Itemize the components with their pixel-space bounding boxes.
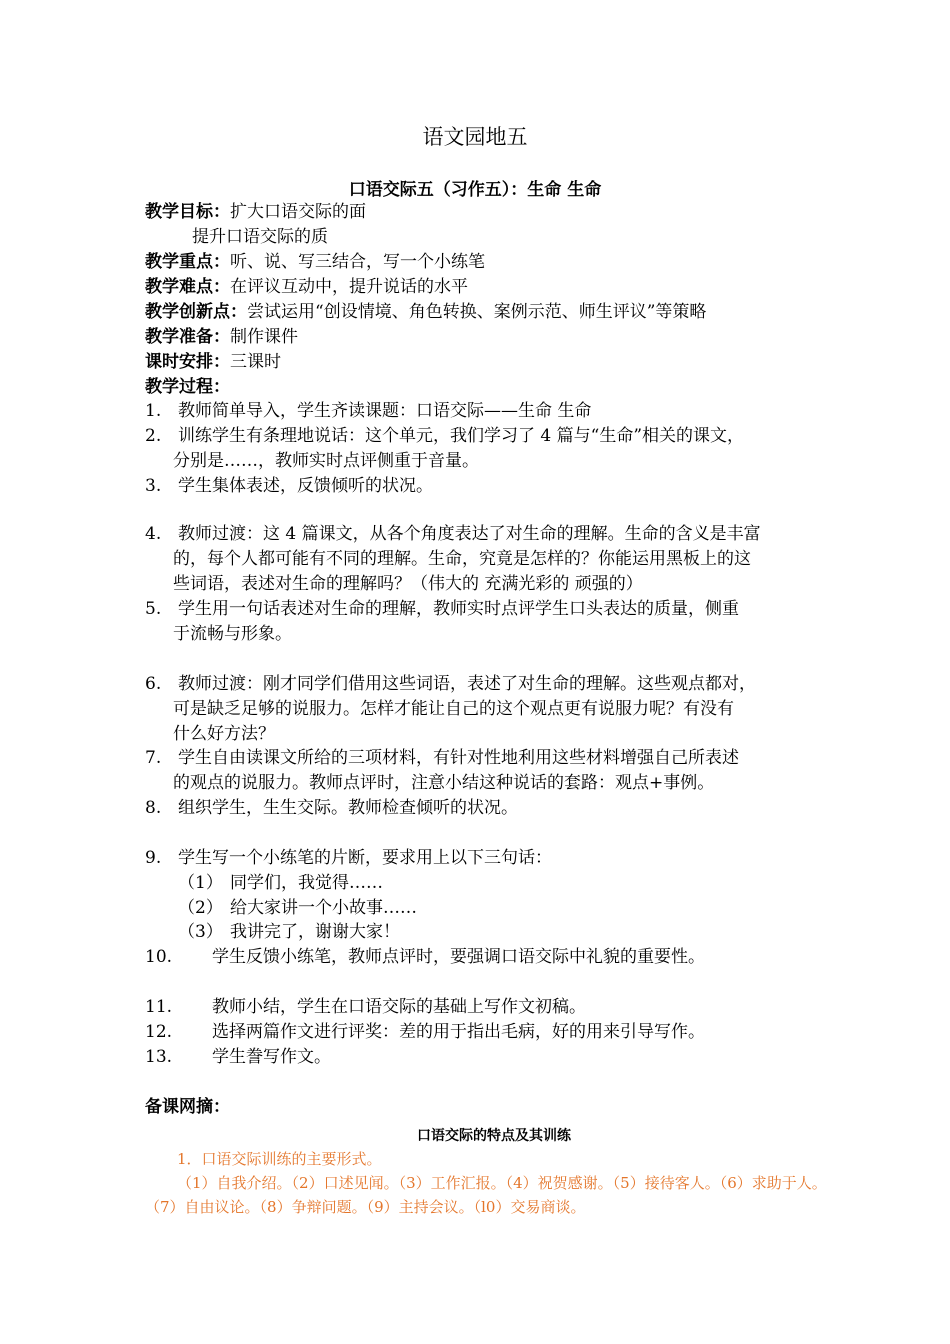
step-text: 教师小结，学生在口语交际的基础上写作文初稿。 <box>212 997 586 1017</box>
step-text: 选择两篇作文进行评奖：差的用于指出毛病，好的用来引导写作。 <box>212 1022 705 1042</box>
step-number: 6. <box>145 674 162 694</box>
ref-title: 口语交际的特点及其训练 <box>417 1128 571 1144</box>
meta-innovation: 教学创新点：尝试运用“创设情境、角色转换、案例示范、师生评议”等策略 <box>145 302 707 322</box>
step-text: 学生反馈小练笔，教师点评时，要强调口语交际中礼貌的重要性。 <box>212 947 705 967</box>
step-text: 学生用一句话表述对生命的理解，教师实时点评学生口头表达的质量，侧重 <box>178 599 739 619</box>
doc-title: 语文园地五 <box>422 125 528 149</box>
step-text: 些词语，表述对生命的理解吗？（伟大的 充满光彩的 顽强的） <box>173 574 643 594</box>
step-number: 3. <box>145 476 162 496</box>
meta-schedule: 课时安排：三课时 <box>145 352 281 372</box>
ref-line: （1）自我介绍。（2）口述见闻。（3）工作汇报。（4）祝贺感谢。（5）接待客人。（6）求助于人。 <box>177 1174 827 1192</box>
meta-process: 教学过程： <box>145 377 230 397</box>
substep-item: （3） 我讲完了，谢谢大家！ <box>178 922 400 942</box>
meta-preparation: 教学准备：制作课件 <box>145 327 298 347</box>
step-text: 分别是……，教师实时点评侧重于音量。 <box>173 451 479 471</box>
step-text: 教师过渡：刚才同学们借用这些词语，表述了对生命的理解。这些观点都对， <box>178 674 756 694</box>
step-text: 教师过渡：这 4 篇课文，从各个角度表达了对生命的理解。生命的含义是丰富 <box>178 524 761 544</box>
step-number: 2. <box>145 426 162 446</box>
step-number: 10. <box>145 947 173 967</box>
step-number: 9. <box>145 848 162 868</box>
doc-subtitle: 口语交际五（习作五）：生命 生命 <box>348 180 602 200</box>
step-text: 学生写一个小练笔的片断，要求用上以下三句话： <box>178 848 552 868</box>
step-text: 学生自由读课文所给的三项材料，有针对性地利用这些材料增强自己所表述 <box>178 748 739 768</box>
step-text: 的观点的说服力。教师点评时，注意小结这种说话的套路：观点+事例。 <box>173 773 715 793</box>
step-number: 8. <box>145 798 162 818</box>
step-number: 13. <box>145 1047 173 1067</box>
ref-label: 备课网摘： <box>145 1097 230 1117</box>
meta-goal-2: 提升口语交际的质 <box>192 227 328 247</box>
step-number: 12. <box>145 1022 173 1042</box>
substep-item: （2） 给大家讲一个小故事…… <box>178 898 417 918</box>
step-text: 于流畅与形象。 <box>173 624 292 644</box>
step-text: 训练学生有条理地说话：这个单元，我们学习了 4 篇与“生命”相关的课文， <box>178 426 745 446</box>
ref-line: 1．口语交际训练的主要形式。 <box>177 1150 382 1168</box>
step-text: 学生集体表述，反馈倾听的状况。 <box>178 476 433 496</box>
step-text: 组织学生，生生交际。教师检查倾听的状况。 <box>178 798 518 818</box>
step-number: 5. <box>145 599 162 619</box>
substep-item: （1） 同学们，我觉得…… <box>178 873 383 893</box>
ref-line: （7）自由议论。（8）争辩问题。（9）主持会议。（l0）交易商谈。 <box>145 1198 586 1216</box>
step-number: 4. <box>145 524 162 544</box>
step-number: 11. <box>145 997 173 1017</box>
step-text: 可是缺乏足够的说服力。怎样才能让自己的这个观点更有说服力呢？有没有 <box>173 699 734 719</box>
meta-difficulty: 教学难点：在评议互动中，提升说话的水平 <box>145 277 468 297</box>
meta-focus: 教学重点：听、说、写三结合，写一个小练笔 <box>145 252 485 272</box>
step-text: 的，每个人都可能有不同的理解。生命，究竟是怎样的？你能运用黑板上的这 <box>173 549 751 569</box>
step-text: 教师简单导入，学生齐读课题：口语交际——生命 生命 <box>178 401 592 421</box>
meta-goal: 教学目标：扩大口语交际的面 <box>145 202 366 222</box>
step-text: 学生誊写作文。 <box>212 1047 331 1067</box>
step-number: 1. <box>145 401 162 421</box>
step-number: 7. <box>145 748 162 768</box>
step-text: 什么好方法？ <box>173 724 275 744</box>
